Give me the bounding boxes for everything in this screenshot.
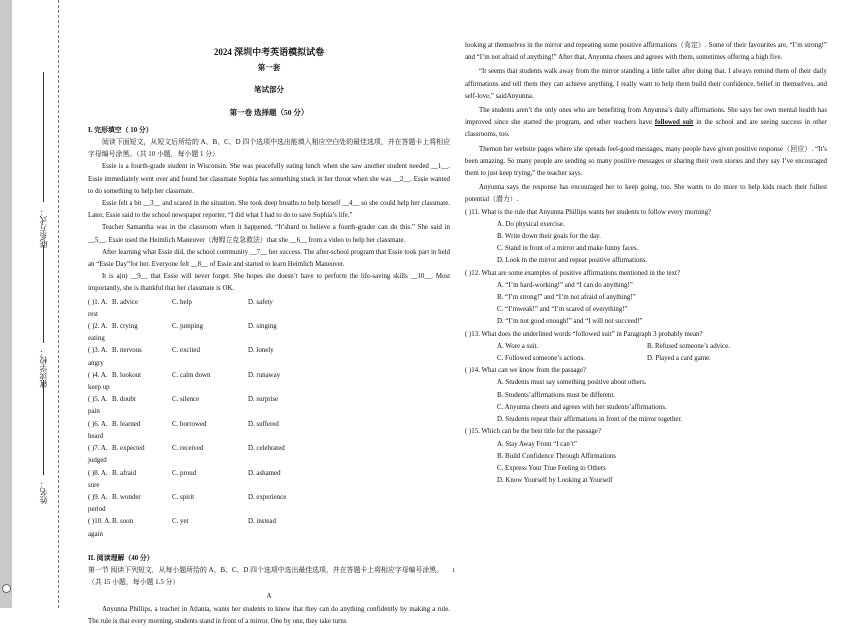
option-pair [465,341,827,353]
reading-heading: II. 阅读理解（40 分） [88,554,154,562]
option-row [88,321,450,345]
passage-paragraph: “It seems that students walk away from the mirror standing a little taller after doing that. I always remind them of their daily affirmations and tell them they can achieve anything. I really want to help them build their confidence, belief in themselves, and self-love,” saidAnyunna. [465,68,827,100]
answer-option: D. Played a card game. [647,355,711,363]
option-d: D. surprise [248,396,279,404]
option-d: D. safety [248,298,273,306]
question-stem: ( )15. Which can be the best title for the passage? [465,428,601,436]
answer-option: B. “I’m strong!” and “I’m not afraid of anything!” [497,294,636,302]
option-row [88,394,450,418]
question-13 [465,329,827,366]
option-row [88,468,450,492]
question-stem: ( )13. What does the underlined words “followed suit” in Paragraph 3 probably mean? [465,330,703,338]
option-c: C. jumping [172,323,204,331]
option-b: B. doubt [112,396,136,404]
passage-paragraph: Themon her website pages where she spreads feel-good messages, many people have given positive response（回应）. “It’s been amazing. So many people are sending so many positive messages or sharing their own stories and they say I’ve encouraged them to just keep trying,” the teacher says. [465,145,827,178]
paper-label: 第一卷 选择题（50 分） [229,107,309,117]
option-c: C. received [172,445,204,453]
option-d: D. lonely [248,347,274,355]
option-row [88,492,450,516]
exam-title: 2024 深圳中考英语模拟试卷 [213,47,325,57]
question-14 [465,365,827,426]
answer-option: D. Students repeat their affirmations in front of the mirror together. [497,416,683,424]
option-pair [465,353,827,365]
option-a: ( )3. A. angry [88,347,108,367]
question-stem: ( )14. What can we know from the passage? [465,367,586,375]
option-b: B. lookout [112,371,142,379]
school-blank [43,245,44,343]
answer-option: A. Stay Away From “I can’t” [497,440,577,448]
option-a: ( )7. A. judged [88,445,108,465]
option-d: D. runaway [248,371,281,379]
answer-option: B. Build Confidence Through Affirmations [497,452,616,460]
answer-option: A. Do physical exercise. [497,220,565,228]
answer-option: C. “I’mweak!” and “I’m scared of everything!” [497,306,628,314]
passage-paragraph: looking at themselves in the mirror and repeating some positive affirmations（肯定）. Some of their favourites are, “I’m strong!” and “I’m not afraid of anything!” After that, Anyunna cheers and agrees with them, sometimes offering a high five. [465,42,827,62]
school-label: 就读学校： [39,348,48,388]
option-row [88,345,450,369]
option-a: ( )2. A. eating [88,323,108,343]
option-b: B. nervous [112,347,142,355]
option-b: B. soon [112,518,134,526]
option-row [88,297,450,321]
page-number: 1 [452,568,455,574]
option-b: B. wonder [112,493,141,501]
passage-label: A [266,593,272,601]
cloze-paragraph: Essie is a fourth-grade student in Wisconsin. She was peacefully eating lunch when she saw another student needed __1__. Essie immediately went over and found her classmate Sophia has something stuck in her throat when she was __2__. Essie wanted to do something to help her classmate. [88,163,450,195]
option-d: D. instead [248,518,276,526]
part-label: 笔试部分 [254,85,284,95]
cloze-heading: I. 完形填空（ 10 分） [88,126,153,134]
option-c: C. help [172,298,192,306]
option-c: C. yet [172,518,189,526]
option-b: B. afraid [112,469,137,477]
option-a: ( )6. A. heard [88,420,108,440]
question-stem: ( )12. What are some examples of positive affirmations mentioned in the text? [465,269,681,277]
option-d: D. suffered [248,420,279,428]
answer-option: A. Students must say something positive about others. [497,379,647,387]
cloze-paragraph: Essie felt a bit __3__ and scared in the situation. She took deep breaths to help herself __4__ so she could help her classmate. Later, Essie said to the school newspaper reporter, “I did what I had to do to save Sophia’s life.” [88,200,450,220]
option-b: B. advice [112,298,139,306]
passage-paragraph: Anyunna Phillips, a teacher in Atlanta, wants her students to know that they can do anything confidently by making a rule. The rule is that every morning, students stand in front of a mirror. One by one, they take turns [88,605,450,625]
option-row [88,516,450,540]
cloze-paragraph: Teacher Samantha was in the classroom when it happened. “It’shard to believe a fourth-grader can do this.” She said in __5__. Essie used the Heimlich Maneuver（海姆立克急救法）that she __6__ from a video to help her classmate. [88,224,450,244]
reading-instruction: 第一节 阅读下列短文，从每小题所给的 A、B、C、D 四个选项中选出最佳选项，并在答题卡上将相应字母编号涂黑。（共 15 小题，每小题 1.5 分） [88,566,444,587]
option-row [88,419,450,443]
answer-option: C. Express Your True Feeling to Others [497,464,606,472]
option-b: B. learned [112,420,141,428]
cloze-paragraph: It is a(n) __9__ that Essie will never forget. She hopes she doesn’t have to perform the life-saving skills __10__. Most importantly, she is thankful that her classmate is OK. [88,273,450,293]
option-b: B. crying [112,323,138,331]
binding-margin [0,0,70,608]
answer-option: D. Know Yourself by Looking at Yourself [497,477,613,485]
option-c: C. excited [172,347,200,355]
answer-option: C. Stand in front of a mirror and make funny faces. [497,245,639,253]
answer-option: B. Students’affirmations must be different. [497,391,616,399]
answer-option: B. Write down their goals for the day. [497,233,601,241]
answer-option: A. “I’m hard-working!” and “I can do anything!” [497,281,633,289]
answer-option: B. Refused someone’s advice. [647,342,730,350]
option-row [88,370,450,394]
text-run: The students aren’t the only ones who are benefiting from Anyunna’s daily affirmations. She says her own mental health has improved since she started the program, and other teachers have [465,107,827,127]
name-label: 姓名： [39,480,48,504]
question-15 [465,426,827,487]
contact-label: 联系方式： [39,208,48,248]
option-d: D. singing [248,323,277,331]
option-a: ( )4. A. keep up [88,371,110,392]
option-c: C. silence [172,396,200,404]
option-d: D. celebrated [248,445,285,453]
option-a: ( )5. A. pain [88,396,108,416]
passage-paragraph [465,105,827,142]
left-column [88,38,450,628]
option-c: C. borrowed [172,420,207,428]
answer-option: C. Followed someone’s actions. [497,355,585,363]
cloze-instruction: 阅读下面短文，从短文后所给的 A、B、C、D 四个选项中选出能填入相应空白处的最佳选项，并在答题卡上将相应字母编号涂黑。（共 10 小题，每小题 1 分） [88,139,450,159]
option-a: ( )8. A. sure [88,469,108,489]
option-a: ( )10. A. again [88,518,111,538]
option-d: D. ashamed [248,469,281,477]
question-11 [465,207,827,268]
option-b: B. expected [112,445,145,453]
cloze-options [88,297,450,541]
cut-line [58,0,59,608]
option-c: C. spirit [172,493,195,501]
option-c: C. calm down [172,371,211,379]
answer-option: C. Anyunna cheers and agrees with her students’affirmations. [497,403,667,411]
option-a: ( )9. A. period [88,493,108,514]
question-stem: ( )11. What is the rule that Anyunna Phillips wants her students to follow every morning? [465,208,712,216]
option-d: D. experience [248,493,287,501]
option-a: ( )1. A. rest [88,298,108,318]
underlined-phrase: followed suit [654,119,694,127]
text-run: in the school and are seeing success in other classrooms, too. [465,119,828,139]
option-row [88,443,450,467]
right-column [465,40,827,487]
cloze-paragraph: After learning what Essie did, the school community __7__ her success. The after-school program that Essie took part in held an “Essie Day”for her. Everyone felt __8__ of Essie and started to learn Heimlich Maneuver. [88,248,450,269]
name-blank [43,380,44,475]
volume-label: 第一套 [257,63,281,73]
contact-blank [43,72,44,202]
binding-hole-icon [2,584,11,593]
answer-option: A. Wore a suit. [497,342,539,350]
answer-option: D. “I’m not good enough!” and “I will not succeed!” [497,318,643,326]
binding-bar [0,0,12,608]
option-c: C. proud [172,469,197,477]
passage-paragraph: Anyunna says the response has encouraged her to keep going, too. She wants to do more to help kids reach their fullest potential（潜力）. [465,184,827,204]
question-12 [465,268,827,329]
answer-option: D. Look in the mirror and repeat positive affirmations. [497,257,648,265]
